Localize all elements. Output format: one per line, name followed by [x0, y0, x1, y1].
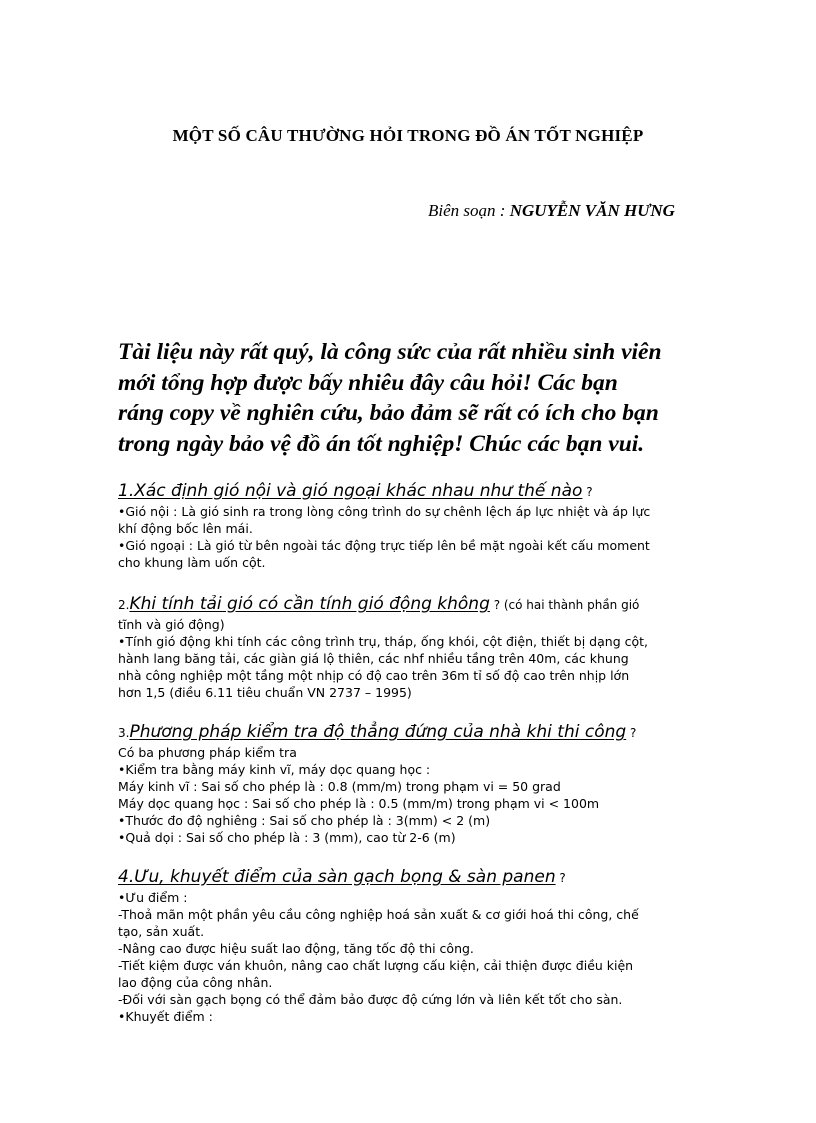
body-line: -Thoả mãn một phần yêu cầu công nghiệp hoá sản xuất & cơ giới hoá thi công, chế	[118, 907, 639, 922]
intro-line: Tài liệu này rất quý, là công sức của rất nhiều sinh viên	[118, 339, 662, 365]
body-line: •Thước đo độ nghiêng : Sai số cho phép là : 3(mm) < 2 (m)	[118, 813, 491, 828]
intro-paragraph	[118, 337, 718, 459]
question-section	[118, 866, 700, 1025]
body-line: nhà công nghiệp một tầng một nhịp có độ cao trên 36m tỉ số độ cao trên nhịp lớn	[118, 668, 630, 683]
body-line: khí động bốc lên mái.	[118, 521, 253, 536]
question-section	[118, 480, 700, 571]
question-heading: Phương pháp kiểm tra độ thẳng đứng của nhà khi thi công	[129, 722, 627, 742]
author-name: NGUYỄN VĂN HƯNG	[509, 201, 675, 220]
questions-list	[118, 480, 700, 1025]
body-line: •Gió ngoại : Là gió từ bên ngoài tác động trực tiếp lên bề mặt ngoài kết cấu moment	[118, 538, 650, 553]
question-section	[118, 593, 700, 701]
question-heading-line	[118, 593, 700, 616]
question-heading-line	[118, 866, 700, 889]
question-suffix: ?	[555, 871, 566, 885]
body-line: Có ba phương pháp kiểm tra	[118, 745, 297, 760]
body-line: •Kiểm tra bằng máy kinh vĩ, máy dọc quang học :	[118, 762, 431, 777]
body-line: Máy dọc quang học : Sai số cho phép là : 0.5 (mm/m) trong phạm vi < 100m	[118, 796, 600, 811]
body-line: Máy kinh vĩ : Sai số cho phép là : 0.8 (mm/m) trong phạm vi = 50 grad	[118, 779, 561, 794]
question-section	[118, 721, 700, 846]
question-heading-line	[118, 480, 700, 503]
author-label: Biên soạn :	[428, 201, 510, 220]
body-line: hơn 1,5 (điều 6.11 tiêu chuẩn VN 2737 – 1995)	[118, 685, 412, 700]
body-line: •Gió nội : Là gió sinh ra trong lòng công trình do sự chênh lệch áp lực nhiệt và áp lực	[118, 504, 651, 519]
question-heading: 1.Xác định gió nội và gió ngoại khác nhau như thế nào	[118, 481, 583, 501]
question-heading: Khi tính tải gió có cần tính gió động không	[129, 594, 490, 614]
question-suffix: ? (có hai thành phần gió	[489, 598, 640, 612]
body-line: cho khung làm uốn cột.	[118, 555, 266, 570]
body-line: tĩnh và gió động)	[118, 617, 225, 632]
body-line: tạo, sản xuất.	[118, 924, 205, 939]
intro-line: mới tổng hợp được bấy nhiêu đây câu hỏi! Các bạn	[118, 369, 618, 396]
question-suffix: ?	[626, 726, 637, 740]
question-suffix: ?	[582, 485, 593, 499]
body-line: -Nâng cao được hiệu suất lao động, tăng tốc độ thi công.	[118, 941, 474, 956]
question-heading: 4.Ưu, khuyết điểm của sàn gạch bọng & sàn panen	[118, 867, 556, 887]
author-line	[428, 201, 675, 221]
document-title: MỘT SỐ CÂU THƯỜNG HỎI TRONG ĐỒ ÁN TỐT NGHIỆP	[172, 126, 644, 145]
body-line: •Khuyết điểm :	[118, 1009, 213, 1024]
body-line: -Tiết kiệm được ván khuôn, nâng cao chất lượng cấu kiện, cải thiện được điều kiện	[118, 958, 634, 973]
intro-line: trong ngày bảo vệ đồ án tốt nghiệp! Chúc các bạn vui.	[118, 430, 645, 457]
intro-line: ráng copy về nghiên cứu, bảo đảm sẽ rất có ích cho bạn	[118, 400, 659, 426]
body-line: hành lang băng tải, các giàn giá lộ thiên, các nhf nhiều tầng trên 40m, các khung	[118, 651, 629, 666]
question-number: 3.	[118, 726, 130, 740]
body-line: •Ưu điểm :	[118, 890, 188, 905]
body-line: -Đối với sàn gạch bọng có thể đảm bảo được độ cứng lớn và liên kết tốt cho sàn.	[118, 992, 623, 1007]
body-line: •Tính gió động khi tính các công trình trụ, tháp, ống khói, cột điện, thiết bị dạng cột,	[118, 634, 649, 649]
question-heading-line	[118, 721, 700, 744]
question-number: 2.	[118, 598, 130, 612]
body-line: lao động của công nhân.	[118, 975, 273, 990]
body-line: •Quả dọi : Sai số cho phép là : 3 (mm), cao từ 2-6 (m)	[118, 830, 456, 845]
